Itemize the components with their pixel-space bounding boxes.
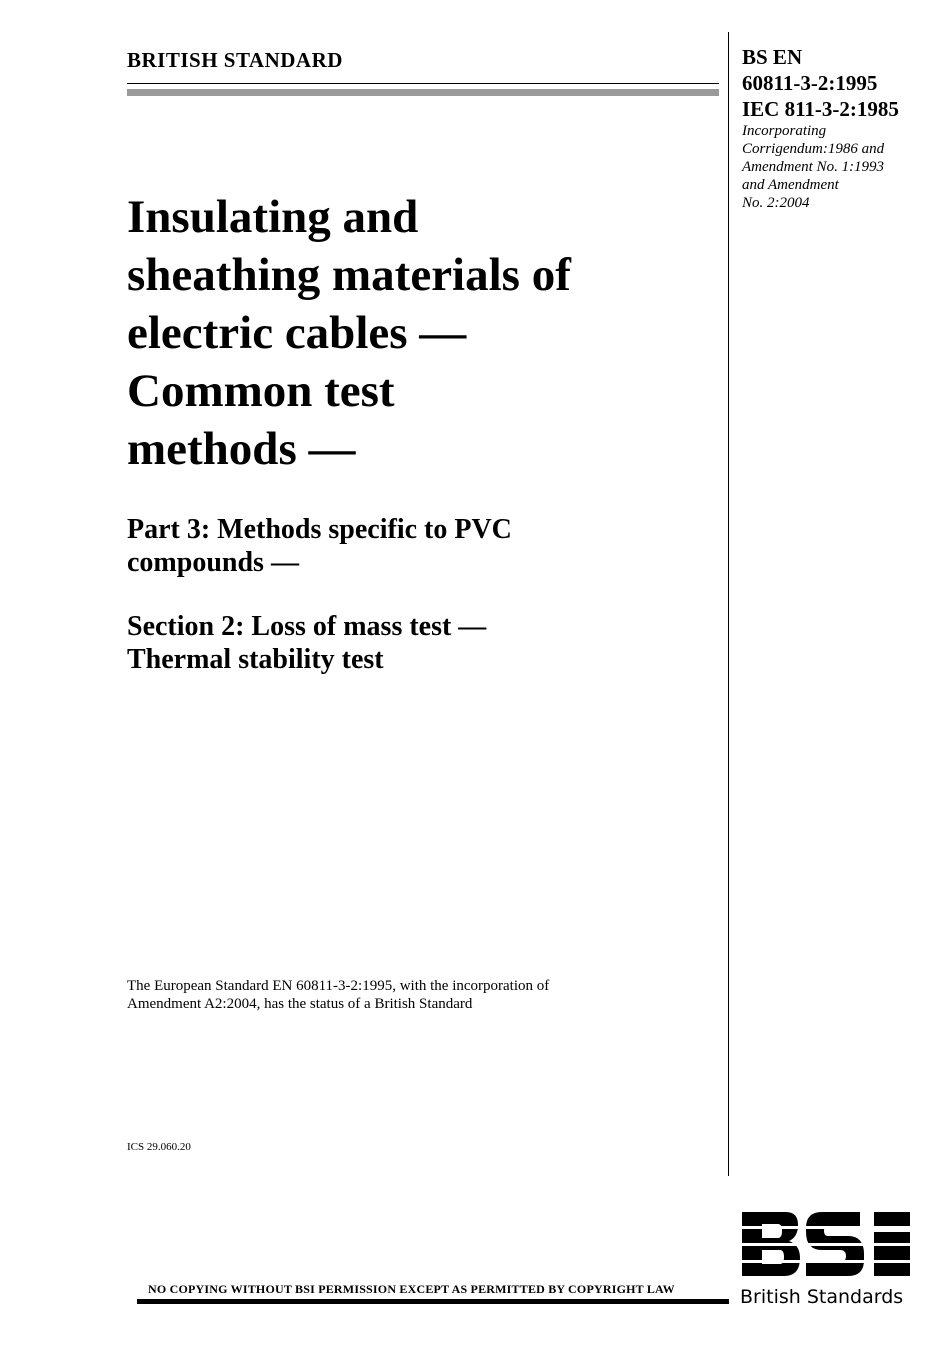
title-line: Insulating and [127, 191, 419, 243]
part-subtitle [127, 513, 717, 579]
copyright-notice: NO COPYING WITHOUT BSI PERMISSION EXCEPT AS PERMITTED BY COPYRIGHT LAW [148, 1282, 675, 1296]
status-line: Amendment A2:2004, has the status of a British Standard [127, 996, 473, 1012]
ics-code: ICS 29.060.20 [127, 1141, 191, 1153]
amendment-note-line: Amendment No. 1:1993 [742, 159, 885, 175]
header-rule-thick [127, 89, 719, 96]
amendment-note-line: and Amendment [742, 177, 839, 193]
section-subtitle [127, 610, 717, 676]
document-title [127, 188, 717, 478]
part-line: compounds — [127, 547, 299, 578]
section-line: Thermal stability test [127, 644, 384, 675]
title-line: sheathing materials of [127, 249, 571, 301]
status-line: The European Standard EN 60811-3-2:1995, with the incorporation of [127, 978, 550, 994]
amendment-note-line: Incorporating [742, 123, 827, 139]
en-number: 60811-3-2:1995 [742, 71, 878, 95]
standard-identifiers [742, 44, 947, 122]
title-line: methods — [127, 423, 356, 475]
header-rule-thin [127, 83, 719, 84]
status-statement [127, 977, 687, 1013]
document-type-label: BRITISH STANDARD [127, 48, 343, 72]
bsi-logo [740, 1210, 912, 1278]
amendment-note-line: No. 2:2004 [742, 195, 810, 211]
part-line: Part 3: Methods specific to PVC [127, 514, 512, 545]
footer-rule [137, 1299, 729, 1304]
title-line: Common test [127, 365, 395, 417]
bsi-logo-caption: British Standards [740, 1286, 904, 1308]
iec-number: IEC 811-3-2:1985 [742, 97, 899, 121]
amendment-note-line: Corrigendum:1986 and [742, 141, 885, 157]
bs-en-label: BS EN [742, 45, 803, 69]
amendment-note [742, 122, 942, 212]
column-divider [728, 32, 729, 1176]
title-line: electric cables — [127, 307, 467, 359]
section-line: Section 2: Loss of mass test — [127, 611, 487, 642]
